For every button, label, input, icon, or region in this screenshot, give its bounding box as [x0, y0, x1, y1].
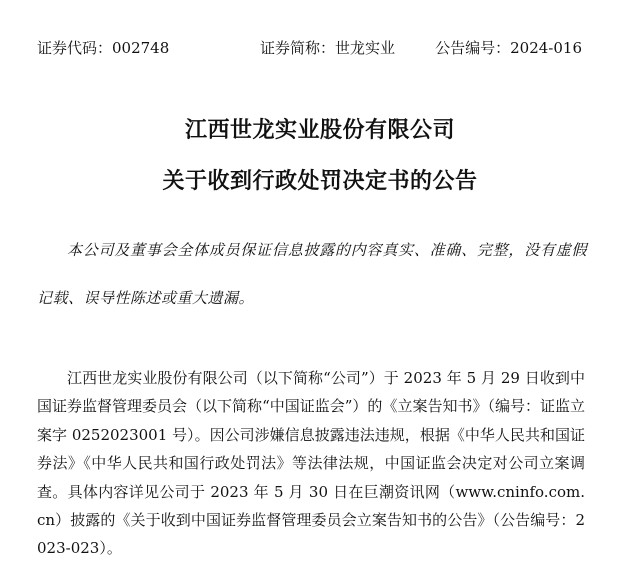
company-title: 江西世龙实业股份有限公司	[184, 117, 455, 143]
stock-code: 证券代码：002748	[37, 39, 170, 57]
body-paragraph: 江西世龙实业股份有限公司（以下简称“公司”）于 2023 年 5 月 29 日收到中国证券监督管理委员会（以下简称“中国证监会”）的《立案告知书》（编号：证监立案字 0252023001 号）。因公司涉嫌信息披露违法违规，根据《中华人民共和国证券法》《中华人民共和国行政处罚法》等法律法规，中国证监会决定对公司立案调查。具体内容详见公司于 2023 年 5 月 30 日在巨潮资讯网（www.cninfo.com.cn）披露的《关于收到中国证券监督管理委员会立案告知书的公告》（公告编号：2023-023）。	[37, 369, 585, 558]
stock-short-name: 证券简称：世龙实业	[260, 39, 396, 57]
announcement-number: 公告编号：2024-016	[435, 39, 582, 57]
disclaimer-paragraph: 本公司及董事会全体成员保证信息披露的内容真实、准确、完整，没有虚假记载、误导性陈述或重大遗漏。	[37, 241, 587, 307]
announcement-title: 关于收到行政处罚决定书的公告	[162, 168, 478, 194]
